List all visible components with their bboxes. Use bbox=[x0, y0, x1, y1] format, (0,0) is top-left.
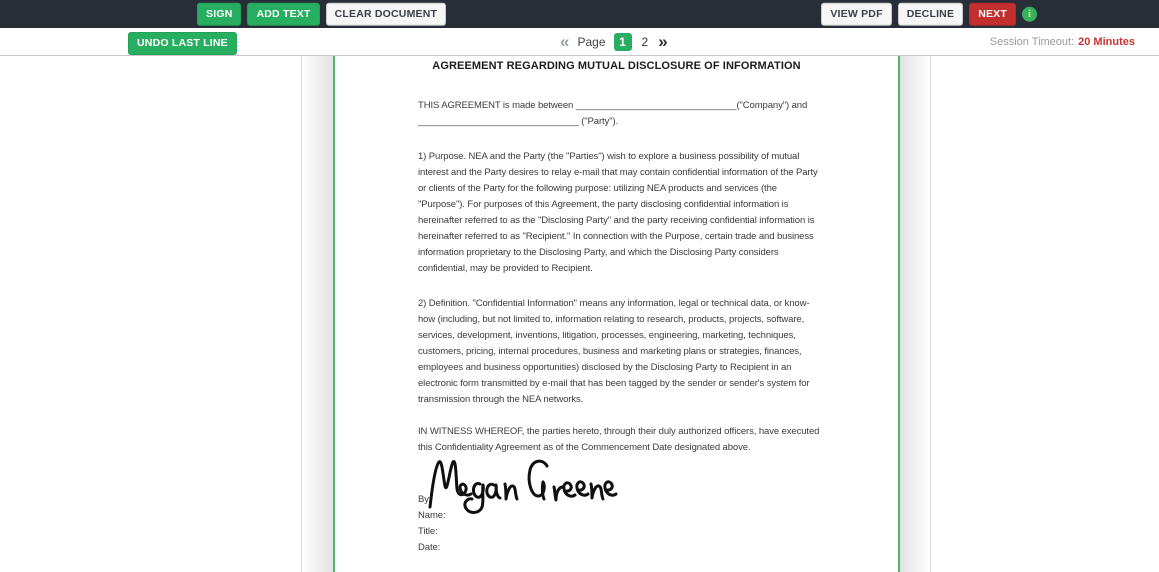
previous-page-icon[interactable]: « bbox=[560, 32, 570, 51]
page-label: Page bbox=[577, 34, 606, 49]
definition-paragraph: 2) Definition. "Confidential Information" means any information, legal or technical data, or know-how (including, but not limited to, information relating to research, products, projects, software, services, development, inventions, litigation, processes, engineering, marketing, techniques, customers, pricing, internal procedures, business and marketing plans or strategies, finances, employees and business opportunities) disclosed by the Disclosing Party to Recipient in an electronic form transmitted by e-mail that has been tagged by the sender or sender's system for transmission through the NEA networks. bbox=[418, 298, 810, 405]
page-number-2[interactable]: 2 bbox=[641, 34, 649, 49]
toolbar-right-group bbox=[821, 3, 1037, 26]
page-shadow-right bbox=[900, 56, 930, 572]
right-rail-divider bbox=[930, 56, 931, 572]
add-text-button[interactable]: ADD TEXT bbox=[247, 3, 319, 26]
signature-by-label: By: bbox=[418, 494, 432, 505]
document-title: AGREEMENT REGARDING MUTUAL DISCLOSURE OF INFORMATION bbox=[432, 60, 801, 72]
undo-last-line-button[interactable]: UNDO LAST LINE bbox=[128, 32, 237, 55]
next-button[interactable]: NEXT bbox=[969, 3, 1016, 26]
top-toolbar bbox=[0, 0, 1159, 28]
session-timeout-label: Session Timeout: bbox=[989, 35, 1075, 48]
clear-document-button[interactable]: CLEAR DOCUMENT bbox=[326, 3, 447, 26]
page-navigation bbox=[560, 28, 668, 55]
signature-date-label: Date: bbox=[418, 542, 441, 553]
signature-name-label: Name: bbox=[418, 510, 446, 521]
intro-paragraph bbox=[418, 98, 820, 130]
sub-toolbar bbox=[0, 28, 1159, 56]
handwritten-signature-drawing bbox=[421, 456, 621, 518]
page-shadow-left bbox=[302, 56, 333, 572]
toolbar-left-group bbox=[197, 3, 446, 26]
next-page-icon[interactable]: » bbox=[658, 32, 668, 51]
decline-button[interactable]: DECLINE bbox=[898, 3, 964, 26]
intro-line-2: _______________________________ ("Party"). bbox=[418, 116, 619, 127]
document-viewer bbox=[0, 56, 1159, 572]
session-timeout-value: 20 Minutes bbox=[1078, 35, 1135, 48]
view-pdf-button[interactable]: VIEW PDF bbox=[821, 3, 891, 26]
purpose-paragraph: 1) Purpose. NEA and the Party (the "Parties") wish to explore a business possibility of mutual interest and the Party desires to relay e-mail that may contain confidential information of the Party or clients of the Party for the following purpose: utilizing NEA products and services (the "Purpose"). For purposes of this Agreement, the party disclosing confidential information is hereinafter referred to as the "Disclosing Party" and the party receiving confidential information is hereinafter referred to as "Recipient." In connection with the Purpose, certain trade and business information proprietary to the Disclosing Party, and which the Disclosing Party considers confidential, may be provided to Recipient. bbox=[418, 151, 818, 274]
page-number-1[interactable]: 1 bbox=[614, 33, 632, 51]
witness-paragraph: IN WITNESS WHEREOF, the parties hereto, through their duly authorized officers, have executed this Confidentiality Agreement as of the Commencement Date designated above. bbox=[418, 426, 820, 453]
signature-title-label: Title: bbox=[418, 526, 438, 537]
info-icon[interactable]: i bbox=[1022, 7, 1037, 22]
intro-line-1: THIS AGREEMENT is made between _______________________________("Company") and bbox=[418, 100, 808, 111]
sign-button[interactable]: SIGN bbox=[197, 3, 241, 26]
session-timeout bbox=[990, 28, 1135, 55]
document-page[interactable] bbox=[333, 56, 900, 572]
